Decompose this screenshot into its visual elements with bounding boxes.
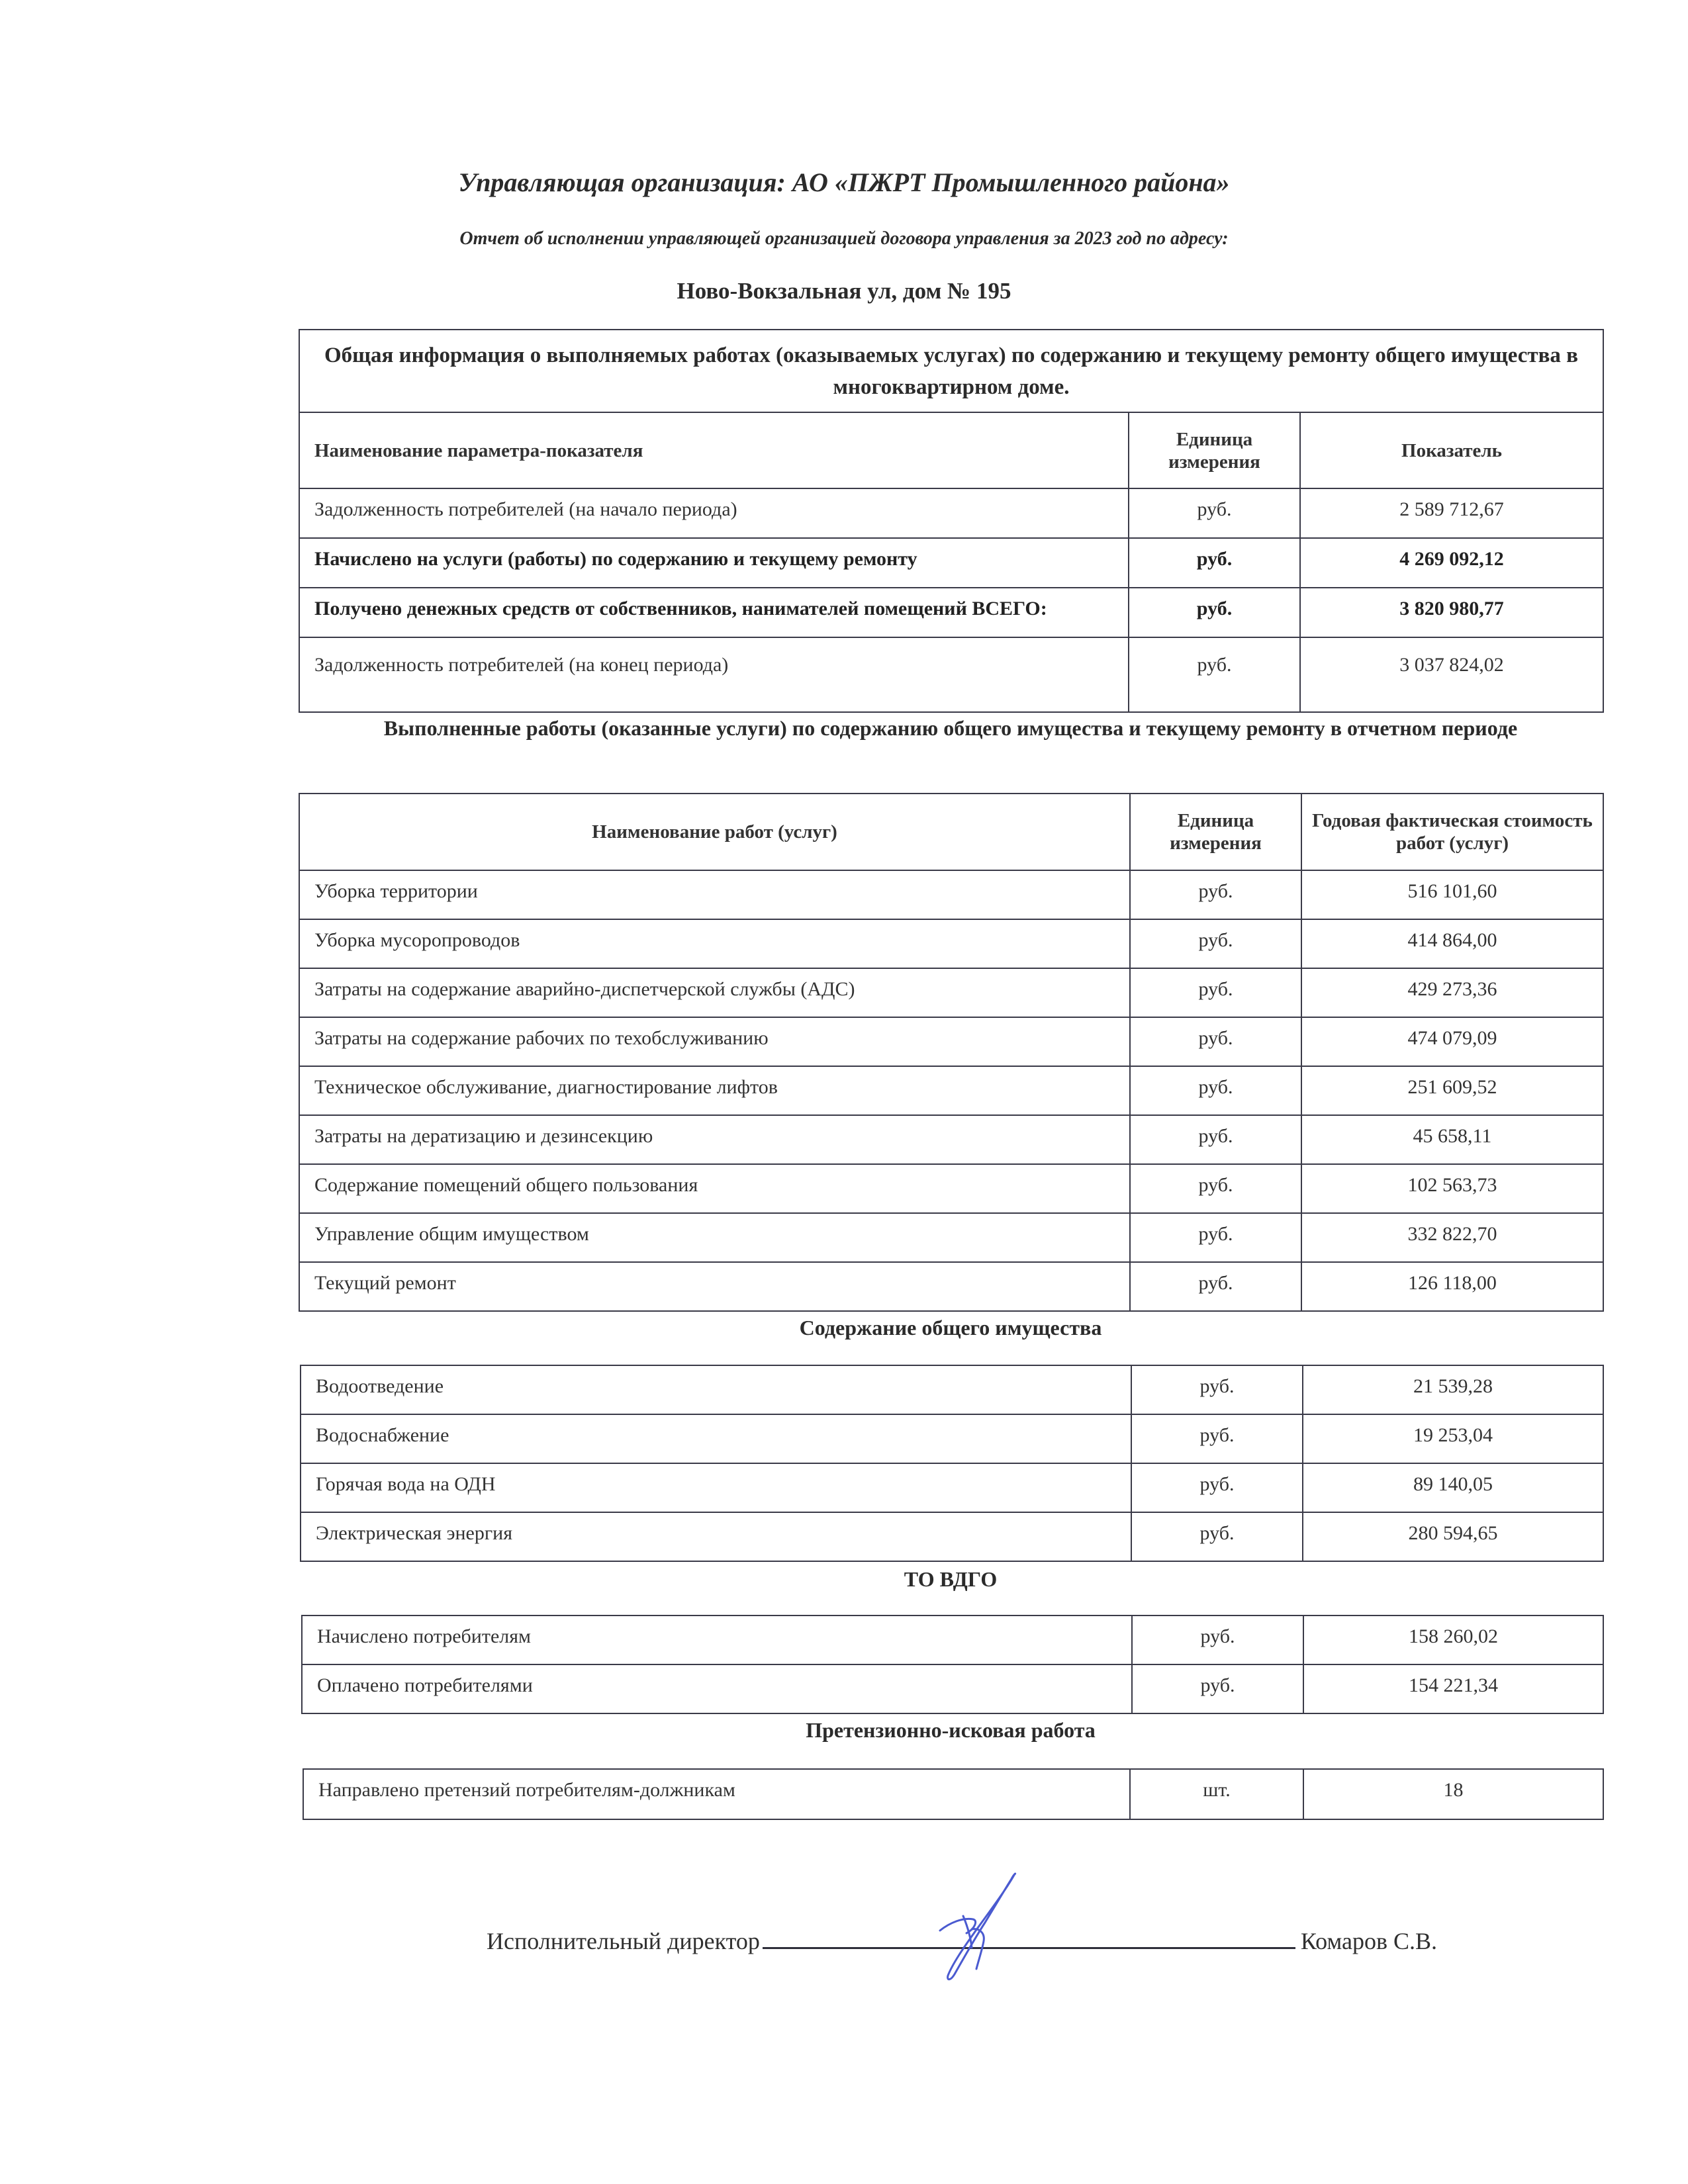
table-row	[301, 1414, 1603, 1463]
claims-table	[303, 1768, 1604, 1820]
row-name: Получено денежных средств от собственников, нанимателей помещений ВСЕГО:	[299, 588, 1129, 637]
table-row	[299, 1017, 1603, 1066]
row-unit: руб.	[1130, 1262, 1301, 1311]
row-name: Задолженность потребителей (на конец периода)	[299, 637, 1129, 712]
works-table	[299, 793, 1604, 1312]
row-name: Водоотведение	[301, 1365, 1131, 1414]
row-value: 414 864,00	[1301, 919, 1603, 968]
row-value: 474 079,09	[1301, 1017, 1603, 1066]
table-row	[302, 1664, 1603, 1713]
row-value: 429 273,36	[1301, 968, 1603, 1017]
organization-title: Управляющая организация: АО «ПЖРТ Промышленного района»	[458, 167, 1230, 197]
row-unit: руб.	[1130, 1115, 1301, 1164]
row-value: 332 822,70	[1301, 1213, 1603, 1262]
column-header-annual-cost: Годовая фактическая стоимость работ (услуг)	[1301, 794, 1603, 870]
row-unit: руб.	[1130, 1066, 1301, 1115]
row-unit: руб.	[1132, 1615, 1303, 1664]
table-row	[302, 1615, 1603, 1664]
table-row	[299, 588, 1603, 637]
row-value: 154 221,34	[1303, 1664, 1603, 1713]
row-unit: руб.	[1129, 637, 1300, 712]
row-unit: шт.	[1130, 1769, 1303, 1819]
handwritten-signature-icon	[900, 1870, 1046, 1985]
table-row	[299, 870, 1603, 919]
table-row	[299, 1262, 1603, 1311]
row-value: 158 260,02	[1303, 1615, 1603, 1664]
row-unit: руб.	[1132, 1664, 1303, 1713]
common-property-heading: Содержание общего имущества	[799, 1316, 1102, 1340]
common-property-table	[300, 1365, 1604, 1562]
table-row	[303, 1769, 1603, 1819]
column-header-value: Показатель	[1300, 412, 1603, 488]
general-info-caption: Общая информация о выполняемых работах (оказываемых услугах) по содержанию и текущему ремонту общего имущества в многоквартирном доме.	[299, 330, 1603, 412]
row-name: Техническое обслуживание, диагностирование лифтов	[299, 1066, 1130, 1115]
row-value: 89 140,05	[1303, 1463, 1603, 1512]
row-unit: руб.	[1129, 488, 1300, 538]
row-value: 126 118,00	[1301, 1262, 1603, 1311]
vdgo-table	[301, 1615, 1604, 1714]
row-unit: руб.	[1131, 1463, 1303, 1512]
column-header-unit: Единица измерения	[1130, 794, 1301, 870]
row-name: Управление общим имуществом	[299, 1213, 1130, 1262]
table-row	[299, 538, 1603, 588]
row-name: Водоснабжение	[301, 1414, 1131, 1463]
row-value: 280 594,65	[1303, 1512, 1603, 1561]
table-row	[299, 1164, 1603, 1213]
row-unit: руб.	[1131, 1365, 1303, 1414]
row-name: Начислено потребителям	[302, 1615, 1132, 1664]
table-row	[301, 1463, 1603, 1512]
row-name: Задолженность потребителей (на начало периода)	[299, 488, 1129, 538]
claims-heading: Претензионно-исковая работа	[806, 1718, 1096, 1742]
column-header-unit: Единица измерения	[1129, 412, 1300, 488]
table-row	[299, 1213, 1603, 1262]
row-value: 3 820 980,77	[1300, 588, 1603, 637]
row-name: Затраты на содержание аварийно-диспетчерской службы (АДС)	[299, 968, 1130, 1017]
general-info-table	[299, 329, 1604, 713]
row-name: Содержание помещений общего пользования	[299, 1164, 1130, 1213]
table-row	[299, 1115, 1603, 1164]
row-name: Текущий ремонт	[299, 1262, 1130, 1311]
table-row	[299, 968, 1603, 1017]
row-name: Начислено на услуги (работы) по содержанию и текущему ремонту	[299, 538, 1129, 588]
row-value: 251 609,52	[1301, 1066, 1603, 1115]
table-row	[301, 1365, 1603, 1414]
works-heading: Выполненные работы (оказанные услуги) по содержанию общего имущества и текущему ремонту в отчетном периоде	[383, 716, 1518, 740]
row-value: 3 037 824,02	[1300, 637, 1603, 712]
row-value: 516 101,60	[1301, 870, 1603, 919]
row-unit: руб.	[1131, 1414, 1303, 1463]
table-row	[299, 919, 1603, 968]
row-value: 4 269 092,12	[1300, 538, 1603, 588]
row-value: 45 658,11	[1301, 1115, 1603, 1164]
row-unit: руб.	[1130, 1017, 1301, 1066]
row-value: 19 253,04	[1303, 1414, 1603, 1463]
table-row	[299, 1066, 1603, 1115]
row-unit: руб.	[1129, 588, 1300, 637]
report-subtitle: Отчет об исполнении управляющей организацией договора управления за 2023 год по адресу:	[459, 228, 1229, 249]
row-unit: руб.	[1130, 870, 1301, 919]
row-name: Горячая вода на ОДН	[301, 1463, 1131, 1512]
table-row	[301, 1512, 1603, 1561]
row-value: 21 539,28	[1303, 1365, 1603, 1414]
row-name: Электрическая энергия	[301, 1512, 1131, 1561]
row-name: Затраты на содержание рабочих по техобслуживанию	[299, 1017, 1130, 1066]
row-name: Уборка территории	[299, 870, 1130, 919]
row-unit: руб.	[1130, 919, 1301, 968]
row-name: Затраты на дератизацию и дезинсекцию	[299, 1115, 1130, 1164]
table-row	[299, 637, 1603, 712]
row-unit: руб.	[1131, 1512, 1303, 1561]
row-unit: руб.	[1130, 968, 1301, 1017]
column-header-parameter: Наименование параметра-показателя	[299, 412, 1129, 488]
column-header-work-name: Наименование работ (услуг)	[299, 794, 1130, 870]
row-value: 2 589 712,67	[1300, 488, 1603, 538]
row-unit: руб.	[1129, 538, 1300, 588]
address-heading: Ново-Вокзальная ул, дом № 195	[677, 278, 1011, 304]
signatory-position: Исполнительный директор	[487, 1928, 760, 1954]
row-value: 102 563,73	[1301, 1164, 1603, 1213]
table-row	[299, 488, 1603, 538]
vdgo-heading: ТО ВДГО	[904, 1567, 998, 1591]
signatory-name: Комаров С.В.	[1300, 1928, 1437, 1954]
row-unit: руб.	[1130, 1164, 1301, 1213]
row-name: Оплачено потребителями	[302, 1664, 1132, 1713]
row-unit: руб.	[1130, 1213, 1301, 1262]
row-value: 18	[1303, 1769, 1603, 1819]
row-name: Направлено претензий потребителям-должникам	[303, 1769, 1130, 1819]
row-name: Уборка мусоропроводов	[299, 919, 1130, 968]
